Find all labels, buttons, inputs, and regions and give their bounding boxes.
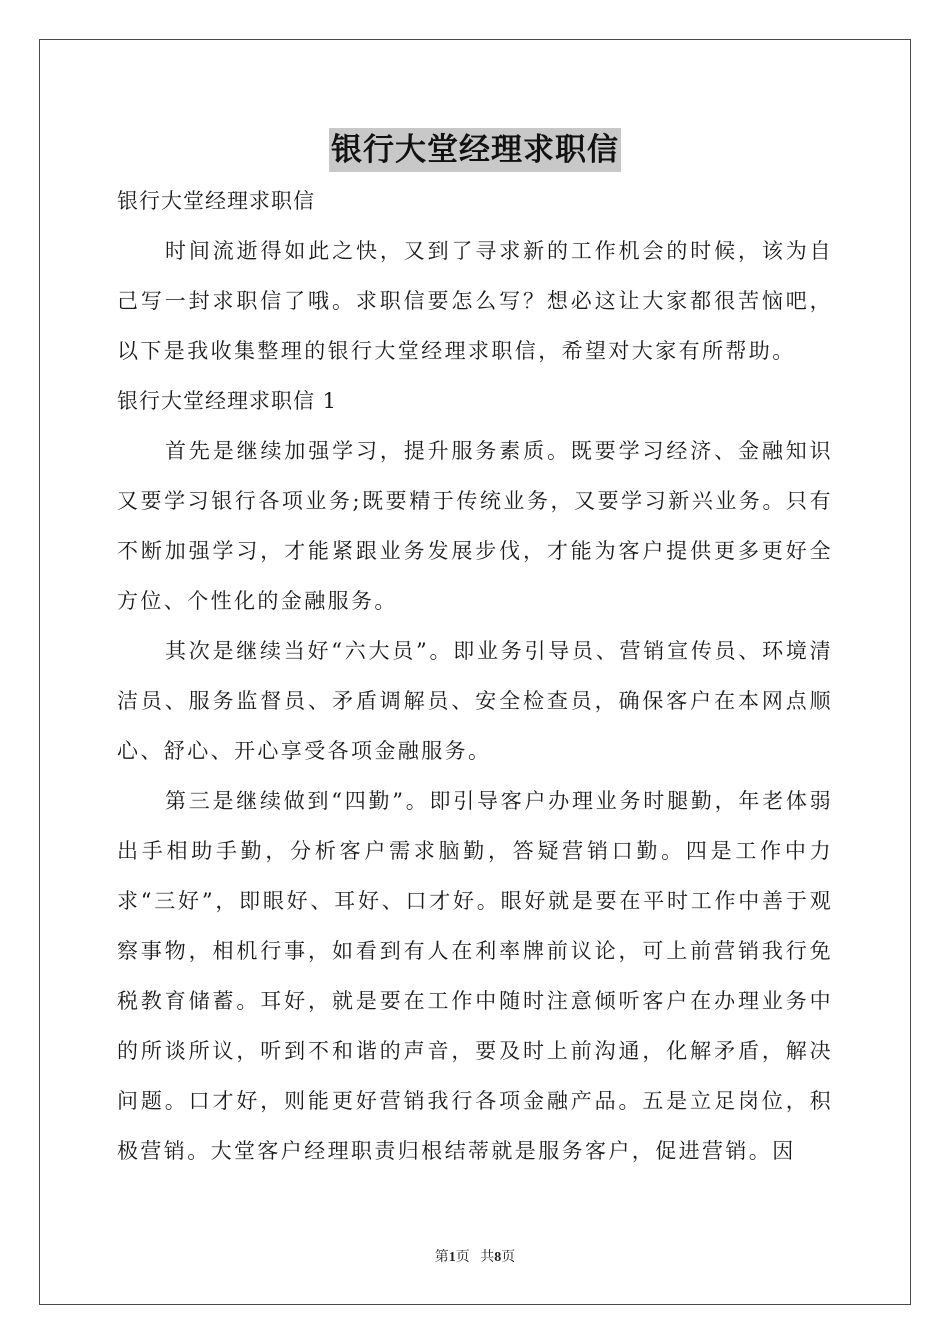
page-number: 1: [448, 1250, 456, 1265]
body-paragraph: 第三是继续做到“四勤”。即引导客户办理业务时腿勤，年老体弱出手相助手勤，分析客户需求脑勤，答疑营销口勤。四是工作中力求“三好”，即眼好、耳好、口才好。眼好就是要在平时工作中善于观察事物，相机行事，如看到有人在利率牌前议论，可上前营销我行免税教育储蓄。耳好，就是要在工作中随时注意倾听客户在办理业务中的所谈所议，听到不和谐的声音，要及时上前沟通，化解矛盾，解决问题。口才好，则能更好营销我行各项金融产品。五是立足岗位，积极营销。大堂客户经理职责归根结蒂就是服务客户，促进营销。因: [117, 789, 833, 1163]
document-title-text: 银行大堂经理求职信: [329, 128, 621, 172]
page-total: 8: [494, 1250, 502, 1265]
total-suffix: 页: [501, 1250, 516, 1265]
intro-paragraph: 时间流逝得如此之快，又到了寻求新的工作机会的时候，该为自己写一封求职信了哦。求职信要怎么写？想必这让大家都很苦恼吧，以下是我收集整理的银行大堂经理求职信，希望对大家有所帮助。: [117, 239, 833, 363]
page-prefix: 第: [434, 1250, 449, 1265]
page-suffix: 页: [455, 1250, 470, 1265]
section-heading: 银行大堂经理求职信 1: [117, 389, 338, 413]
body-paragraph: 其次是继续当好“六大员”。即业务引导员、营销宣传员、环境清洁员、服务监督员、矛盾调解员、安全检查员，确保客户在本网点顺心、舒心、开心享受各项金融服务。: [117, 639, 833, 763]
body-paragraph: 首先是继续加强学习，提升服务素质。既要学习经济、金融知识又要学习银行各项业务;既要精于传统业务，又要学习新兴业务。只有不断加强学习，才能紧跟业务发展步伐，才能为客户提供更多更好全方位、个性化的金融服务。: [117, 439, 833, 613]
page-footer: [0, 1246, 950, 1266]
document-subtitle: 银行大堂经理求职信: [117, 189, 315, 213]
document-body: [117, 176, 833, 1176]
total-prefix: 共: [480, 1250, 495, 1265]
document-title: [0, 128, 950, 177]
